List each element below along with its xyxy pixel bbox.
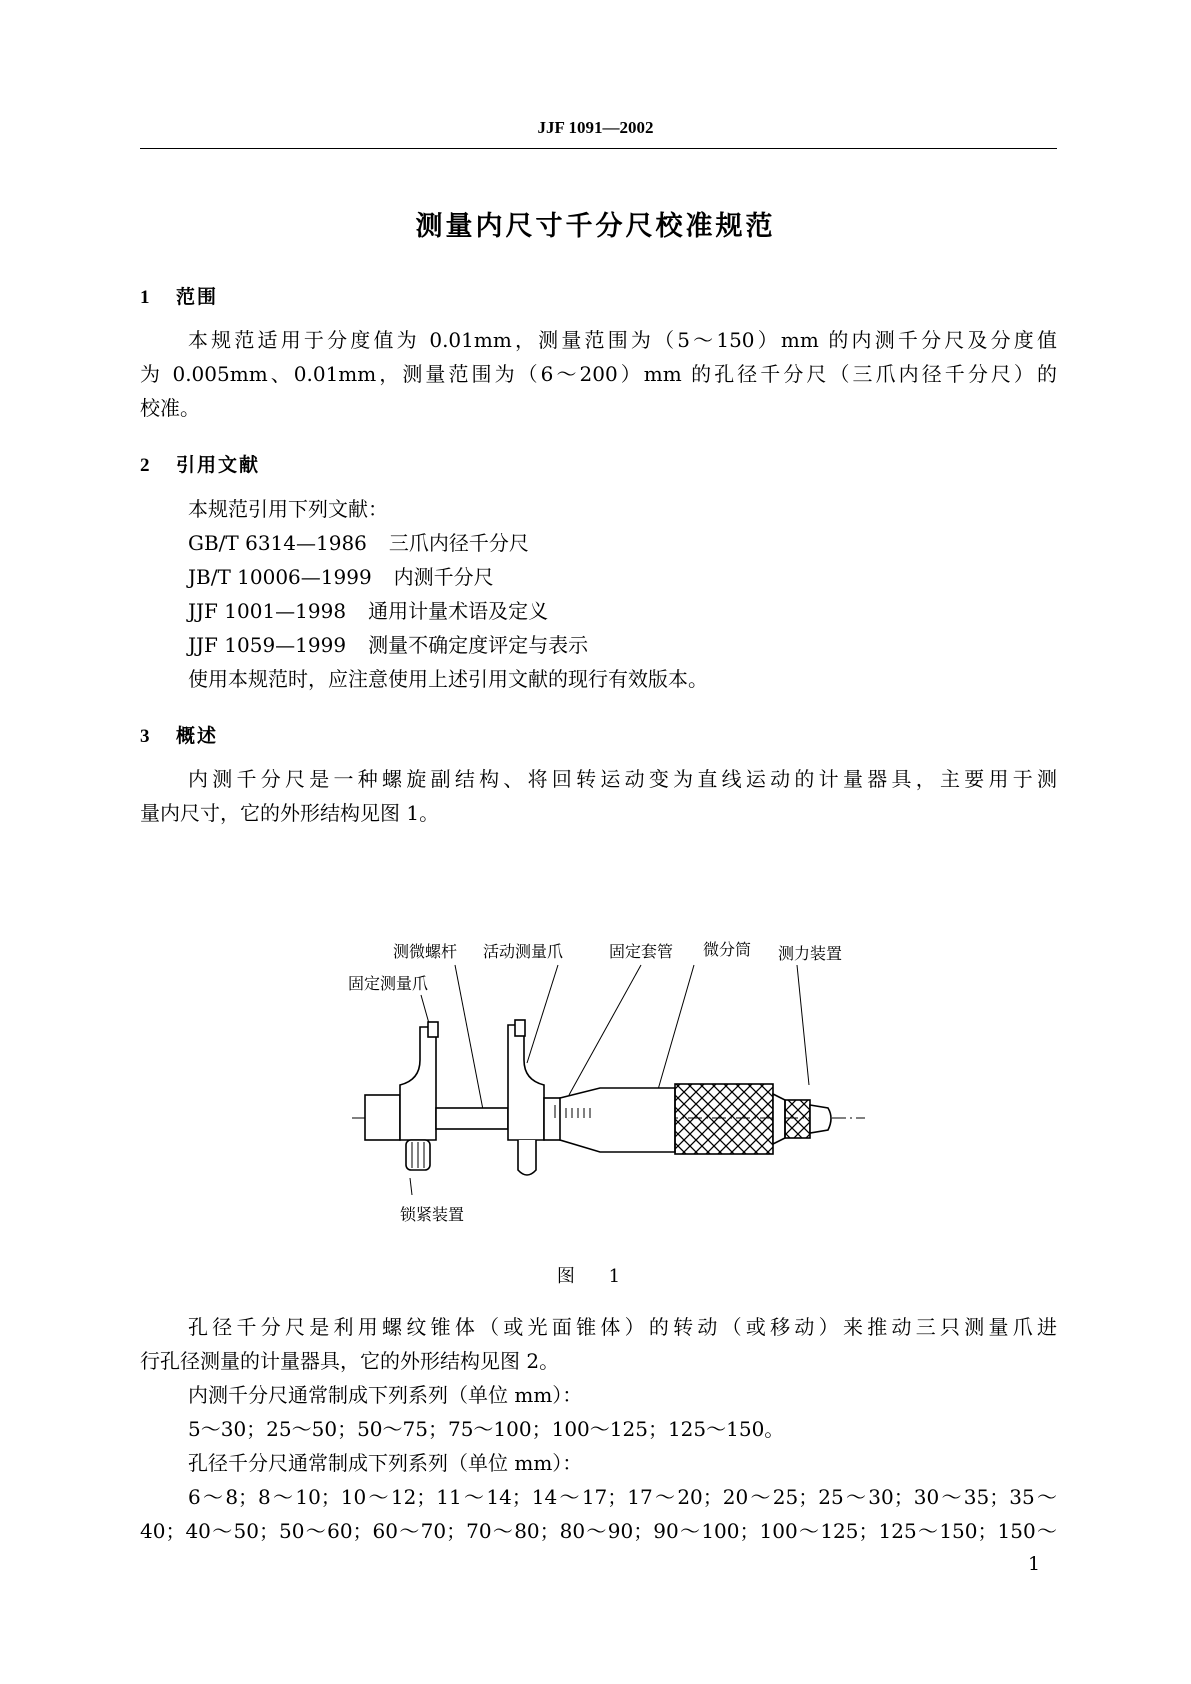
section-title: 范围 xyxy=(176,286,219,308)
paragraph-line: 为 0.005mm、0.01mm，测量范围为（6～200）mm 的孔径千分尺（三爪内径千分尺）的 xyxy=(140,362,1057,386)
section-title: 引用文献 xyxy=(176,454,261,476)
paragraph-line: 5～30；25～50；50～75；75～100；100～125；125～150。 xyxy=(188,1417,785,1441)
ratchet xyxy=(785,1100,810,1138)
fixed-jaw xyxy=(400,1027,436,1140)
reference-item xyxy=(188,560,1057,594)
knurled-grip xyxy=(675,1084,773,1154)
section-heading-1 xyxy=(140,282,218,309)
label-thimble: 微分筒 xyxy=(703,940,752,959)
section-number: 1 xyxy=(140,287,150,308)
document-title: 测量内尺寸千分尺校准规范 xyxy=(415,211,776,242)
reference-name: 三爪内径千分尺 xyxy=(388,531,529,555)
running-header: JJF 1091—2002 xyxy=(537,118,654,137)
label-micrometer-screw: 测微螺杆 xyxy=(393,942,458,961)
paragraph-line: 孔径千分尺是利用螺纹锥体（或光面锥体）的转动（或移动）来推动三只测量爪进 xyxy=(188,1315,1057,1339)
label-fixed-jaw: 固定测量爪 xyxy=(348,974,429,993)
reference-name: 通用计量术语及定义 xyxy=(368,599,549,623)
section-number: 2 xyxy=(140,455,150,476)
refs-intro: 本规范引用下列文献： xyxy=(188,497,388,521)
reference-name: 测量不确定度评定与表示 xyxy=(368,633,589,657)
reference-code: GB/T 6314—1986 xyxy=(188,531,367,555)
reference-item xyxy=(188,526,1057,560)
paragraph-line: 内测千分尺通常制成下列系列（单位 mm）： xyxy=(188,1383,583,1407)
paragraph-line: 40；40～50；50～60；60～70；70～80；80～90；90～100；100～125；125～150；150～ xyxy=(140,1519,1057,1543)
reference-item xyxy=(188,628,1057,662)
movable-jaw-tip xyxy=(515,1020,525,1036)
movable-jaw-bottom xyxy=(518,1140,536,1175)
paragraph-line: 量内尺寸，它的外形结构见图 1。 xyxy=(140,801,440,825)
reference-item xyxy=(188,594,1057,628)
figure-caption: 图 1 xyxy=(556,1266,635,1287)
left-end xyxy=(365,1095,400,1140)
paragraph-line: 行孔径测量的计量器具，它的外形结构见图 2。 xyxy=(140,1349,560,1373)
figure-inside-micrometer xyxy=(340,915,870,1235)
reference-code: JJF 1059—1999 xyxy=(188,633,347,657)
reference-name: 内测千分尺 xyxy=(393,565,494,589)
refs-note: 使用本规范时，应注意使用上述引用文献的现行有效版本。 xyxy=(188,667,708,691)
leader-lines xyxy=(410,965,809,1195)
thimble xyxy=(560,1088,675,1152)
section-heading-2 xyxy=(140,450,260,477)
label-movable-jaw: 活动测量爪 xyxy=(483,942,564,961)
reference-code: JB/T 10006—1999 xyxy=(188,565,372,589)
paragraph-line: 内测千分尺是一种螺旋副结构、将回转运动变为直线运动的计量器具，主要用于测 xyxy=(188,767,1057,791)
header-rule xyxy=(140,148,1057,149)
grip-end xyxy=(773,1094,785,1144)
paragraph-line: 6～8；8～10；10～12；11～14；14～17；17～20；20～25；25～30；30～35；35～ xyxy=(188,1485,1057,1509)
paragraph-line: 校准。 xyxy=(140,396,200,420)
section-heading-3 xyxy=(140,721,218,748)
movable-jaw xyxy=(508,1025,544,1140)
page-number: 1 xyxy=(1028,1553,1041,1575)
ratchet-cap xyxy=(810,1105,831,1133)
fixed-jaw-tip xyxy=(428,1022,438,1037)
label-lock-device: 锁紧装置 xyxy=(400,1205,465,1224)
paragraph-line: 孔径千分尺通常制成下列系列（单位 mm）： xyxy=(188,1451,583,1475)
label-fixed-sleeve: 固定套管 xyxy=(609,942,674,961)
label-ratchet: 测力装置 xyxy=(778,944,843,963)
paragraph-line: 本规范适用于分度值为 0.01mm，测量范围为（5～150）mm 的内测千分尺及分度值 xyxy=(188,328,1057,352)
reference-code: JJF 1001—1998 xyxy=(188,599,347,623)
section-number: 3 xyxy=(140,726,150,747)
section-title: 概述 xyxy=(176,725,219,747)
micrometer-screw xyxy=(436,1108,508,1129)
